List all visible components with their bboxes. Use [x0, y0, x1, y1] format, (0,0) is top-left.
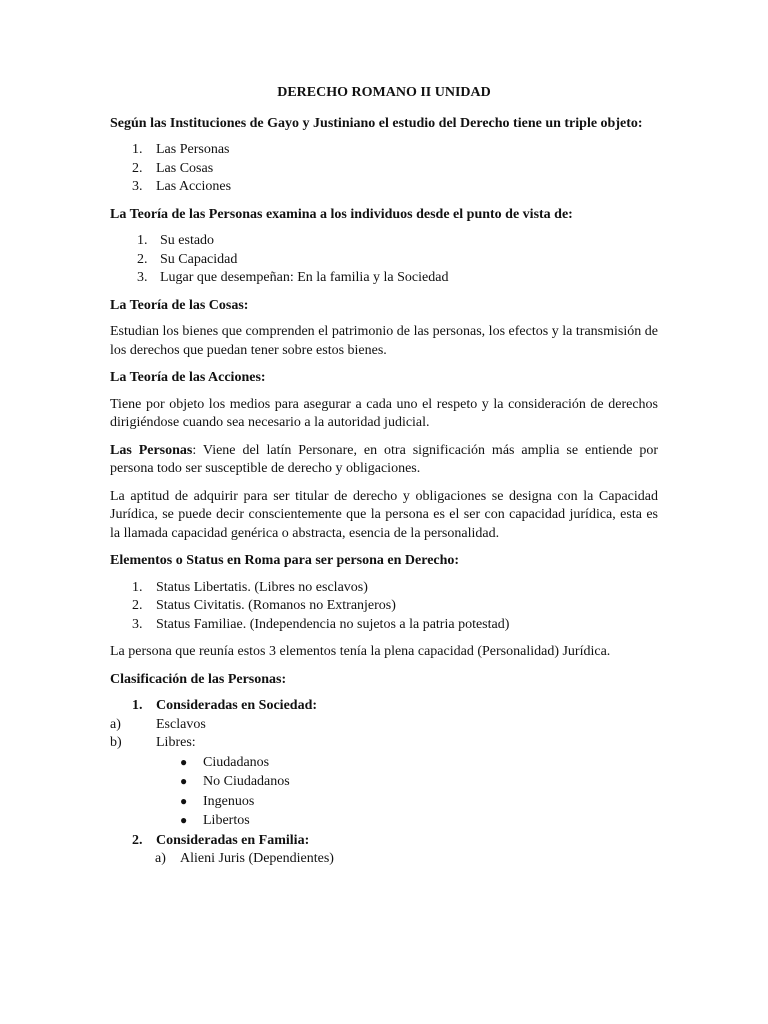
- list-item: a) Alieni Juris (Dependientes): [155, 851, 334, 866]
- las-personas-paragraph: Las Personas: Viene del latín Personare, en otra significación más amplia se entiende por persona todo ser susceptible de derecho y obligaciones.: [110, 442, 659, 476]
- acciones-paragraph: Tiene por objeto los medios para asegurar a cada uno el respeto y la consideración de derechos dirigiéndose cuando sea necesario a la autoridad judicial.: [110, 396, 658, 430]
- clasificacion-list: [110, 697, 658, 869]
- personas-points-list: [110, 232, 658, 288]
- las-personas-label: Las Personas: [110, 442, 193, 458]
- bullet-icon: ●: [180, 813, 188, 827]
- list-item: ● No Ciudadanos: [110, 772, 658, 792]
- cosas-paragraph: Estudian los bienes que comprenden el patrimonio de las personas, los efectos y la transmisión de los derechos que puedan tener sobre estos bienes.: [110, 324, 658, 358]
- cosas-heading: La Teoría de las Cosas:: [110, 297, 249, 313]
- list-item: 3. Las Acciones: [132, 179, 232, 194]
- document-title: DERECHO ROMANO II UNIDAD: [277, 85, 491, 100]
- bullet-icon: ●: [180, 754, 188, 769]
- acciones-heading: La Teoría de las Acciones:: [110, 370, 266, 385]
- list-item: 1. Las Personas: [132, 142, 230, 157]
- document-body: [110, 84, 658, 869]
- list-item: 2. Status Civitatis. (Romanos no Extranjeros): [132, 598, 396, 613]
- list-item: 2. Las Cosas: [132, 160, 214, 176]
- bullet-icon: ●: [180, 793, 188, 808]
- bullet-icon: ●: [180, 774, 188, 788]
- list-item: 2. Consideradas en Familia:: [132, 832, 310, 848]
- status-heading: Elementos o Status en Roma para ser persona en Derecho:: [110, 553, 460, 568]
- list-item: 1. Status Libertatis. (Libres no esclavos): [132, 579, 368, 595]
- list-item: 3. Status Familiae. (Independencia no sujetos a la patria potestad): [132, 616, 510, 632]
- list-item: ● Ingenuos: [110, 792, 658, 812]
- aptitud-paragraph: La aptitud de adquirir para ser titular de derecho y obligaciones se designa con la Capacidad Jurídica, se puede decir conscientemente que la persona es el ser con capacidad jurídica, esta es la llamada capacidad genérica o abstracta, esencia de la personalidad.: [110, 488, 658, 541]
- list-item: 1. Su estado: [137, 233, 215, 248]
- list-item: 3. Lugar que desempeñan: En la familia y la Sociedad: [137, 270, 449, 285]
- clasificacion-heading: Clasificación de las Personas:: [110, 671, 287, 687]
- plena-capacidad-paragraph: La persona que reunía estos 3 elementos tenía la plena capacidad (Personalidad) Jurídica.: [110, 644, 611, 659]
- list-item: a) Esclavos: [110, 716, 206, 732]
- personas-heading: La Teoría de las Personas examina a los individuos desde el punto de vista de:: [110, 206, 573, 222]
- list-item: 1. Consideradas en Sociedad:: [132, 698, 318, 713]
- list-item: b) Libres:: [110, 735, 196, 750]
- intro-heading: Según las Instituciones de Gayo y Justiniano el estudio del Derecho tiene un triple objeto:: [110, 115, 643, 131]
- list-item: ● Libertos: [110, 811, 658, 831]
- list-item: ● Ciudadanos: [110, 753, 658, 773]
- status-list: [110, 579, 658, 635]
- list-item: 2. Su Capacidad: [137, 251, 238, 267]
- objects-list: [110, 141, 658, 197]
